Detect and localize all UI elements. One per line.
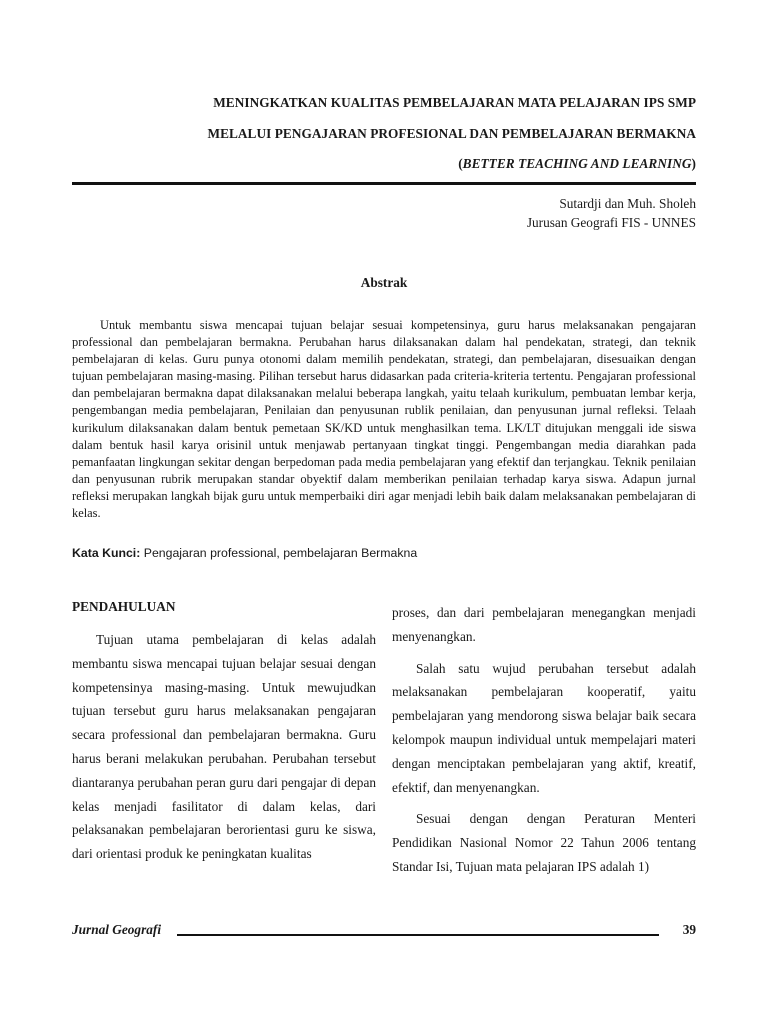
keywords-value: Pengajaran professional, pembelajaran Bermakna (140, 546, 418, 560)
body-paragraph: Tujuan utama pembelajaran di kelas adalah membantu siswa mencapai tujuan belajar sesuai dengan kompetensinya masing-masing. Untuk mewujudkan tujuan tersebut guru harus melaksanakan pengajaran secara professional dan pembelajaran bermakna. Guru harus berani melakukan perubahan. Perubahan tersebut diantaranya perubahan peran guru dari pengajar di depan kelas menjadi fasilitator di dalam kelas, dari pelaksanakan pembelajaran berorientasi guru ke siswa, dari orientasi produk ke peningkatan kualitas (72, 632, 376, 862)
author-names: Sutardji dan Muh. Sholeh (559, 196, 696, 211)
title-paren-close: ) (691, 156, 696, 171)
author-affiliation: Jurusan Geografi FIS - UNNES (526, 215, 696, 230)
body-paragraph: Sesuai dengan dengan Peraturan Menteri Pendidikan Nasional Nomor 22 Tahun 2006 tentang Standar Isi, Tujuan mata pelajaran IPS adalah 1) (392, 811, 696, 874)
journal-name: Jurnal Geografi (72, 922, 162, 937)
title-paren-open: ( (458, 156, 463, 171)
keywords-label: Kata Kunci: (72, 546, 141, 560)
body-paragraph: proses, dan dari pembelajaran menegangkan menjadi menyenangkan. (392, 605, 696, 644)
title-line-2: MELALUI PENGAJARAN PROFESIONAL DAN PEMBELAJARAN BERMAKNA (207, 126, 696, 141)
abstract-heading: Abstrak (360, 275, 408, 290)
keywords (72, 546, 417, 560)
footer-rule (177, 934, 659, 936)
body-column-right (392, 601, 696, 887)
title-line-3 (458, 156, 696, 172)
title-subtitle-italic: BETTER TEACHING AND LEARNING (462, 156, 692, 171)
title-line-1: MENINGKATKAN KUALITAS PEMBELAJARAN MATA PELAJARAN IPS SMP (213, 95, 696, 110)
body-paragraph: Salah satu wujud perubahan tersebut adalah melaksanakan pembelajaran kooperatif, yaitu pembelajaran yang mendorong siswa belajar baik secara kelompok maupun individual untuk mempelajari materi dengan menciptakan pembelajaran yang aktif, kreatif, efektif, dan menyenangkan. (392, 660, 696, 795)
page-number: 39 (682, 922, 696, 937)
abstract-text: Untuk membantu siswa mencapai tujuan belajar sesuai kompetensinya, guru harus melaksanakan pengajaran professional dan pembelajaran bermakna. Perubahan harus dilaksanakan dalam hal pendekatan, strategi, dan teknik pembelajaran di kelas. Guru punya otonomi dalam memilih pendekatan, strategi, dan pembelajaran, disesuaikan dengan tujuan pembelajaran masing-masing. Pilihan tersebut harus didasarkan pada criteria-kriteria tertentu. Pengajaran professional dan pembelajaran bermakna dapat dilaksanakan melalui beberapa langkah, yaitu telaah kurikulum, pembuatan lembar kerja, pengembangan media pembelajaran, Penilaian dan penyusunan rublik penilaian, dan penyusunan jurnal refleksi. Telaah kurikulum dilaksanakan dalam bentuk pemetaan SK/KD untuk menghasilkan tema. LK/LT ditujukan menggali ide siswa dalam bentuk hasil karya orisinil untuk menjawab pertanyaan tingkat tinggi. Pengembangan media diarahkan pada pemanfaatan lingkungan sekitar dengan berpedoman pada media pembelajaran yang efektif dan terjangkau. Teknik penilaian dan penyusunan rubrik merupakan standar obyektif dalam memberikan penilaian terhadap karya siswa. Adapun jurnal refleksi merupakan langkah bijak guru untuk memperbaiki diri agar menjadi lebih baik dalam melaksanakan pembelajaran di kelas. (72, 318, 696, 521)
body-column-left (72, 628, 376, 874)
page-footer (72, 922, 696, 942)
title-divider (72, 182, 696, 185)
section-heading-pendahuluan: PENDAHULUAN (72, 599, 176, 614)
